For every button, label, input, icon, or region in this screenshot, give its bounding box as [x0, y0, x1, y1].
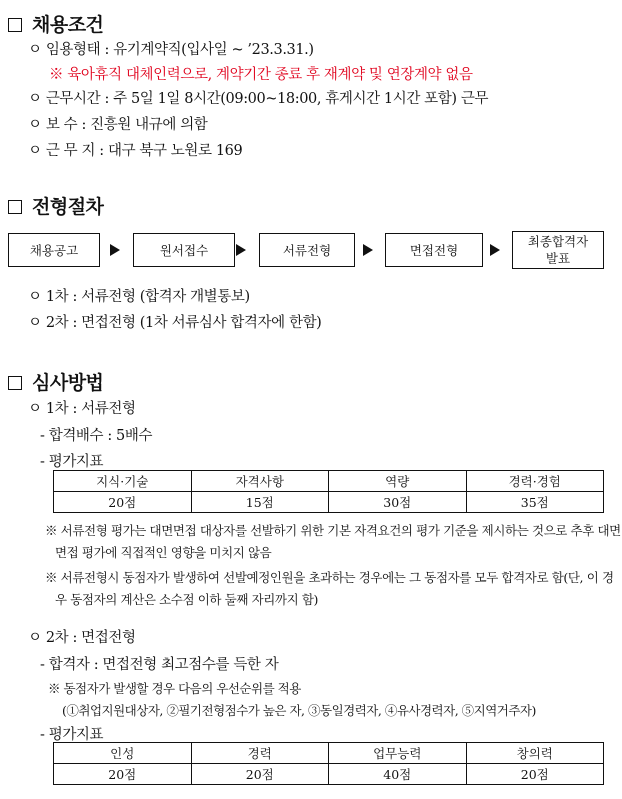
work-location: ㅇ 근 무 지 : 대구 북구 노원로 169 [28, 143, 243, 159]
table-header-cell: 인성 [54, 743, 192, 764]
table-header-cell: 자격사항 [191, 471, 329, 492]
table-cell: 20점 [54, 764, 192, 785]
table-header-cell: 역량 [329, 471, 467, 492]
s1-multiple: - 합격배수 : 5배수 [40, 428, 153, 444]
table-header-cell: 업무능력 [329, 743, 467, 764]
stage2-description: ㅇ 2차 : 면접전형 (1차 서류심사 합격자에 한함) [28, 315, 322, 331]
section-title-procedure: 전형절차 [8, 192, 103, 219]
s1-note-1: ※ 서류전형 평가는 대면면접 대상자를 선발하기 위한 기본 자격요건의 평가 기준을 제시하는 것으로 추후 대면면접 평가에 직접적인 영향을 미치지 않음 [45, 523, 621, 560]
table-header-cell: 지식·기술 [54, 471, 192, 492]
procedure-step-2: 원서접수 [133, 233, 235, 267]
procedure-step-5: 최종합격자 발표 [512, 231, 604, 269]
section-title-method: 심사방법 [8, 368, 103, 395]
table-cell: 15점 [191, 492, 329, 513]
procedure-step-3: 서류전형 [259, 233, 355, 267]
table-header-cell: 창의력 [466, 743, 604, 764]
work-hours: ㅇ 근무시간 : 주 5일 1일 8시간(09:00~18:00, 휴게시간 1시간 포함) 근무 [28, 91, 489, 107]
table-s2 [53, 742, 604, 785]
table-cell: 35점 [466, 492, 604, 513]
table-cell: 20점 [191, 764, 329, 785]
table-cell: 40점 [329, 764, 467, 785]
arrow-right-icon [363, 244, 373, 256]
table-row [54, 764, 604, 785]
table-cell: 30점 [329, 492, 467, 513]
arrow-right-icon [490, 244, 500, 256]
table-row [54, 471, 604, 492]
table-header-cell: 경력·경험 [466, 471, 604, 492]
s2-priority: (①취업지원대상자, ②필기전형점수가 높은 자, ③동일경력자, ④유사경력자, ⑤지역거주자) [62, 703, 536, 718]
table-header-cell: 경력 [191, 743, 329, 764]
table-row [54, 492, 604, 513]
s1-title: ㅇ 1차 : 서류전형 [28, 401, 136, 417]
arrow-right-icon [236, 244, 246, 256]
procedure-step-1: 채용공고 [8, 233, 100, 267]
section-title-conditions: 채용조건 [8, 10, 103, 37]
s2-note: ※ 동점자가 발생할 경우 다음의 우선순위를 적용 [48, 681, 301, 696]
s2-passer: - 합격자 : 면접전형 최고점수를 득한 자 [40, 657, 279, 673]
table-s1 [53, 470, 604, 513]
s2-index-label: - 평가지표 [40, 727, 104, 743]
employment-type: ㅇ 임용형태 : 유기계약직(입사일 ~ ’23.3.31.) [28, 42, 314, 58]
s1-note-2: ※ 서류전형시 동점자가 발생하여 선발예정인원을 초과하는 경우에는 그 동점자를 모두 합격자로 함(단, 이 경우 동점자의 계산은 소수점 이하 둘째 자리까지 함) [45, 570, 614, 607]
table-row [54, 743, 604, 764]
square-bullet-icon [8, 18, 22, 32]
procedure-step-4: 면접전형 [385, 233, 483, 267]
s1-index-label: - 평가지표 [40, 454, 104, 470]
s2-title: ㅇ 2차 : 면접전형 [28, 630, 136, 646]
arrow-right-icon [110, 244, 120, 256]
stage1-description: ㅇ 1차 : 서류전형 (합격자 개별통보) [28, 289, 250, 305]
salary: ㅇ 보 수 : 진흥원 내규에 의함 [28, 117, 208, 133]
contract-note: ※ 육아휴직 대체인력으로, 계약기간 종료 후 재계약 및 연장계약 없음 [49, 67, 473, 83]
square-bullet-icon [8, 200, 22, 214]
table-cell: 20점 [466, 764, 604, 785]
square-bullet-icon [8, 376, 22, 390]
table-cell: 20점 [54, 492, 192, 513]
